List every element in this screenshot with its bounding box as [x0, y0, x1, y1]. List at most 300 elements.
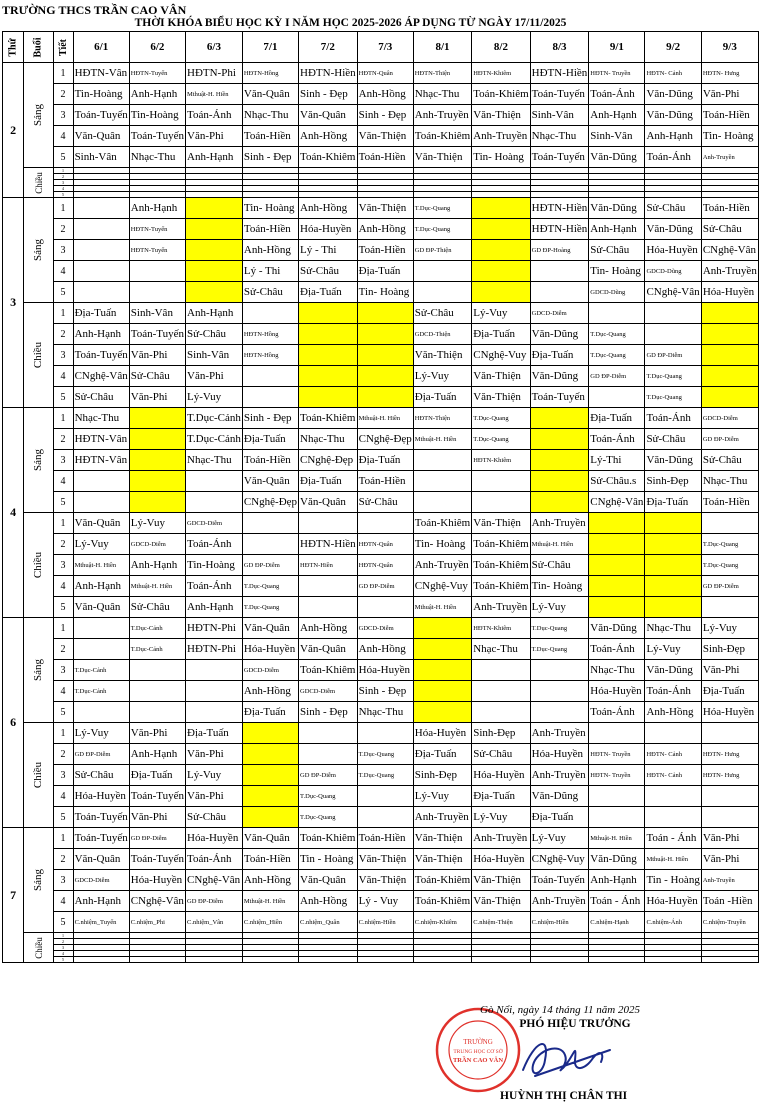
timetable-cell: Toán-Khiêm [413, 870, 471, 891]
timetable-cell: HĐTN-Hiền [530, 198, 589, 219]
timetable-cell: Toán-Tuyến [530, 84, 589, 105]
timetable-cell: CNghệ-Vân [701, 240, 758, 261]
timetable-cell [299, 324, 358, 345]
timetable-cell: Toán-Hiền [701, 198, 758, 219]
timetable-cell: C.nhiệm-Hạnh [589, 912, 645, 933]
period-number: 3 [53, 345, 73, 366]
timetable-cell: Tin- Hoàng [530, 576, 589, 597]
timetable-cell: CNghệ-Vân [129, 891, 185, 912]
timetable-cell [186, 681, 243, 702]
table-row [3, 147, 759, 168]
day-label: 4 [3, 408, 24, 618]
timetable-cell: GD ĐP-Diễm [73, 744, 129, 765]
timetable-cell: GDCD-Diễm [299, 681, 358, 702]
timetable-cell [73, 471, 129, 492]
timetable-cell [242, 723, 298, 744]
timetable-cell: Văn-Dũng [530, 324, 589, 345]
period-number: 5 [53, 192, 73, 198]
timetable-cell: HĐTN-Hiền [299, 534, 358, 555]
timetable-cell: HĐTN- Cảnh [645, 765, 701, 786]
timetable-cell: Sinh-Vân [73, 147, 129, 168]
table-row [3, 639, 759, 660]
timetable-cell [129, 282, 185, 303]
timetable-cell [242, 807, 298, 828]
timetable-cell: C.nhiệm-Khiêm [413, 912, 471, 933]
timetable-cell: Văn-Quân [299, 639, 358, 660]
timetable-cell: Anh-Truyền [472, 126, 530, 147]
timetable-cell: Sinh - Đẹp [299, 702, 358, 723]
timetable-cell: Mthuật-H. Hiền [645, 849, 701, 870]
timetable-cell: Văn-Quân [299, 105, 358, 126]
timetable-cell: T.Dục-Quang [472, 408, 530, 429]
class-header: 6/2 [129, 32, 185, 63]
timetable-cell: Anh-Hồng [299, 618, 358, 639]
timetable-cell: Văn-Thiện [472, 891, 530, 912]
timetable-cell: Văn-Dũng [645, 660, 701, 681]
timetable-cell: Anh-Hồng [357, 639, 413, 660]
day-label: 6 [3, 618, 24, 828]
timetable-cell [299, 387, 358, 408]
timetable-cell [589, 387, 645, 408]
timetable-cell: Tin- Hoàng [413, 534, 471, 555]
timetable-cell: Toán-Hiền [357, 147, 413, 168]
table-row [3, 702, 759, 723]
timetable-cell: Sử-Châu [701, 219, 758, 240]
timetable-cell [186, 219, 243, 240]
timetable-cell: Tin - Hoàng [645, 870, 701, 891]
timetable-cell [357, 723, 413, 744]
timetable-cell: GD ĐP-Diễm [242, 555, 298, 576]
period-number: 5 [53, 702, 73, 723]
timetable-cell: C.nhiệm_Phi [129, 912, 185, 933]
timetable-cell: Toán-Hiền [357, 828, 413, 849]
period-number: 1 [53, 408, 73, 429]
timetable-cell: Hóa-Huyền [242, 639, 298, 660]
timetable-cell: Toán-Hiền [357, 471, 413, 492]
timetable-cell [645, 807, 701, 828]
period-number: 1 [53, 303, 73, 324]
timetable-cell [242, 387, 298, 408]
timetable-cell: T.Dục-Quang [530, 618, 589, 639]
timetable-cell: Toán-Tuyến [73, 105, 129, 126]
timetable-cell: Toán-Tuyến [73, 807, 129, 828]
period-number: 3 [53, 870, 73, 891]
timetable-cell [645, 957, 701, 963]
timetable-cell [186, 261, 243, 282]
period-number: 5 [53, 597, 73, 618]
timetable-cell: HĐTN- Truyền [589, 765, 645, 786]
timetable-cell [530, 450, 589, 471]
period-number: 4 [53, 951, 73, 957]
timetable-cell: Hóa-Huyền [701, 702, 758, 723]
timetable-cell: Mthuật-H. Hiền [242, 891, 298, 912]
timetable-cell: Mthuật-H. Hiền [357, 408, 413, 429]
table-row [3, 105, 759, 126]
timetable-cell [186, 660, 243, 681]
timetable-cell: Nhạc-Thu [530, 126, 589, 147]
timetable-cell: T.Dục-Quang [701, 534, 758, 555]
timetable-cell: Lý - Thi [299, 240, 358, 261]
timetable-cell [530, 429, 589, 450]
timetable-cell: Văn-Thiện [413, 849, 471, 870]
timetable-cell: Toán-Ánh [589, 702, 645, 723]
timetable-cell: Văn-Dũng [530, 786, 589, 807]
timetable-cell: T.Dục-Quang [589, 324, 645, 345]
timetable-cell: Sinh - Đẹp [242, 408, 298, 429]
timetable-cell: Lý-Vuy [129, 513, 185, 534]
timetable-cell: Lý-Vuy [186, 765, 243, 786]
period-number: 3 [53, 450, 73, 471]
timetable-cell: HĐTN-Tuyến [129, 240, 185, 261]
table-row [3, 198, 759, 219]
timetable-cell: T.Dục-Quang [413, 198, 471, 219]
period-number: 4 [53, 366, 73, 387]
timetable-cell: HĐTN-Phi [186, 618, 243, 639]
timetable-cell: Địa-Tuấn [242, 702, 298, 723]
timetable-cell: Anh-Hồng [242, 240, 298, 261]
timetable-cell [413, 261, 471, 282]
timetable-cell: Anh-Hạnh [186, 597, 243, 618]
timetable-cell: Anh-Hạnh [589, 219, 645, 240]
period-number: 3 [53, 105, 73, 126]
timetable-cell: GDCD-Diễm [357, 618, 413, 639]
table-row [3, 492, 759, 513]
timetable-cell: HĐTN-Tuyến [129, 63, 185, 84]
timetable-cell: Toán-Ánh [589, 639, 645, 660]
timetable-cell [701, 597, 758, 618]
place-date: Gò Nổi, ngày 14 tháng 11 năm 2025 [480, 1004, 640, 1016]
period-number: 5 [53, 387, 73, 408]
timetable-cell: Lý - Thi [242, 261, 298, 282]
timetable-cell: Toán-Hiền [701, 492, 758, 513]
timetable-cell: HĐTN-Vân [73, 450, 129, 471]
timetable-cell: C.nhiệm_Tuyến [73, 912, 129, 933]
timetable-cell: Toán-Hiền [242, 126, 298, 147]
timetable-cell: Văn-Phi [701, 828, 758, 849]
period-number: 4 [53, 471, 73, 492]
timetable-cell: Văn-Phi [129, 345, 185, 366]
timetable-cell [129, 450, 185, 471]
timetable-cell [73, 492, 129, 513]
timetable-cell: Địa-Tuấn [186, 723, 243, 744]
period-number: 2 [53, 939, 73, 945]
timetable-cell [701, 723, 758, 744]
timetable-cell: Anh-Truyền [472, 597, 530, 618]
timetable-cell: Toán-Khiêm [472, 555, 530, 576]
session-label [24, 303, 53, 408]
timetable-cell: T.Dục-Quang [413, 219, 471, 240]
timetable-cell: Toán-Ánh [645, 147, 701, 168]
session-label-text: Sáng [32, 104, 45, 126]
timetable-cell: Nhạc-Thu [472, 639, 530, 660]
timetable-cell: Sinh-Đẹp [472, 723, 530, 744]
timetable-cell: Văn-Quân [73, 597, 129, 618]
timetable-cell [589, 576, 645, 597]
timetable-cell: Nhạc-Thu [129, 147, 185, 168]
header-session-label: Buổi [32, 37, 44, 58]
timetable-cell: HĐTN-Phi [186, 639, 243, 660]
session-label [24, 408, 53, 513]
timetable-cell: Sử-Châu [357, 492, 413, 513]
timetable-cell: T.Dục-Quang [242, 597, 298, 618]
timetable-cell [530, 261, 589, 282]
timetable-cell: C.nhiệm-Thiện [472, 912, 530, 933]
timetable-cell: Sử-Châu [129, 366, 185, 387]
timetable-cell: Toán-Khiêm [472, 84, 530, 105]
timetable-cell: Lý-Vuy [645, 639, 701, 660]
timetable-cell: Văn-Phi [701, 84, 758, 105]
timetable-cell: Nhạc-Thu [73, 408, 129, 429]
timetable-cell [530, 660, 589, 681]
timetable-cell: Văn-Dũng [645, 84, 701, 105]
timetable-cell [413, 618, 471, 639]
period-number: 5 [53, 492, 73, 513]
period-number: 2 [53, 219, 73, 240]
timetable-cell: HĐTN-Hiền [530, 63, 589, 84]
timetable-cell: Toán-Ánh [186, 576, 243, 597]
timetable-cell: Văn-Dũng [645, 105, 701, 126]
timetable-cell [242, 786, 298, 807]
timetable-cell [129, 471, 185, 492]
timetable-cell: GD ĐP-Thiện [413, 240, 471, 261]
timetable-cell: HĐTN-Hồng [242, 345, 298, 366]
timetable-cell: Anh-Hồng [242, 681, 298, 702]
timetable-cell: Tin-Hoàng [73, 84, 129, 105]
table-row [3, 786, 759, 807]
day-label: 2 [3, 63, 24, 198]
timetable-cell [589, 723, 645, 744]
timetable-cell [413, 639, 471, 660]
timetable-cell: Văn-Dũng [589, 618, 645, 639]
timetable-cell: Toán-Khiêm [299, 147, 358, 168]
timetable-cell [299, 576, 358, 597]
timetable-cell [242, 303, 298, 324]
timetable-cell [589, 786, 645, 807]
timetable-cell: Toán-Hiền [242, 219, 298, 240]
table-row [3, 723, 759, 744]
session-label-text: Sáng [32, 239, 45, 261]
timetable-cell: Toán-Tuyến [73, 345, 129, 366]
timetable-cell [701, 513, 758, 534]
period-number: 3 [53, 555, 73, 576]
timetable-cell: HĐTN-Hồng [242, 63, 298, 84]
timetable-cell: Toán-Ánh [186, 849, 243, 870]
timetable-cell: Văn-Quân [73, 126, 129, 147]
timetable-cell [299, 597, 358, 618]
timetable-cell: CNghệ-Vuy [472, 345, 530, 366]
timetable-cell [645, 597, 701, 618]
page-title: THỜI KHÓA BIỂU HỌC KỲ I NĂM HỌC 2025-2026 ÁP DỤNG TỪ NGÀY 17/11/2025 [134, 17, 567, 29]
timetable-cell: Lý-Vuy [472, 807, 530, 828]
timetable-cell: Toán-Tuyến [129, 786, 185, 807]
timetable-cell: Sử-Châu [645, 198, 701, 219]
table-row [3, 450, 759, 471]
session-label-text: Chiều [32, 551, 45, 579]
period-number: 2 [53, 84, 73, 105]
timetable-cell: Địa-Tuấn [357, 450, 413, 471]
period-number: 4 [53, 261, 73, 282]
timetable-cell: Địa-Tuấn [530, 807, 589, 828]
period-number: 1 [53, 63, 73, 84]
timetable-cell: Sinh-Vân [530, 105, 589, 126]
timetable-cell: Sử-Châu [530, 555, 589, 576]
timetable-cell: GD ĐP-Diễm [589, 366, 645, 387]
timetable-cell [472, 702, 530, 723]
timetable-cell: Anh-Truyền [413, 807, 471, 828]
timetable-cell: GDCD-Diễm [73, 870, 129, 891]
timetable-cell: Anh-Hồng [242, 870, 298, 891]
timetable-cell: Hóa-Huyền [645, 240, 701, 261]
timetable-cell [357, 324, 413, 345]
school-name: TRƯỜNG THCS TRẦN CAO VÂN [2, 3, 187, 17]
timetable-cell [413, 492, 471, 513]
timetable-cell: T.Dục-Cảnh [73, 660, 129, 681]
table-row [3, 345, 759, 366]
timetable-cell: T.Dục-Quang [589, 345, 645, 366]
timetable-cell: Toán-Ánh [645, 681, 701, 702]
timetable-cell [645, 555, 701, 576]
timetable-cell: Anh-Hạnh [129, 198, 185, 219]
timetable-cell [357, 366, 413, 387]
timetable-cell [645, 303, 701, 324]
timetable-cell [186, 957, 243, 963]
timetable-cell: Văn-Thiện [357, 849, 413, 870]
period-number: 4 [53, 126, 73, 147]
timetable-cell: Sử-Châu [242, 282, 298, 303]
timetable-cell: Nhạc-Thu [186, 450, 243, 471]
timetable-cell: Anh-Hạnh [73, 324, 129, 345]
timetable-cell: HĐTN-Khiêm [472, 450, 530, 471]
timetable-cell [129, 681, 185, 702]
timetable-cell: Toán-Khiêm [413, 513, 471, 534]
timetable-cell: Văn-Phi [701, 849, 758, 870]
table-row [3, 870, 759, 891]
timetable-cell: Mthuật-H. Hiền [129, 576, 185, 597]
timetable-cell: Hóa-Huyền [357, 660, 413, 681]
timetable-cell [530, 492, 589, 513]
timetable-cell [129, 408, 185, 429]
timetable-cell: T.Dục-Quang [645, 387, 701, 408]
timetable-cell [701, 345, 758, 366]
timetable-cell: Nhạc-Thu [645, 618, 701, 639]
timetable-cell [299, 957, 358, 963]
timetable-cell [645, 324, 701, 345]
timetable-cell: CNghệ-Đẹp [357, 429, 413, 450]
timetable-cell: T.Dục-Quang [645, 366, 701, 387]
timetable-cell: Địa-Tuấn [299, 282, 358, 303]
period-number: 1 [53, 513, 73, 534]
timetable-cell: Lý-Vuy [413, 786, 471, 807]
timetable-cell [472, 471, 530, 492]
timetable-cell: GD ĐP-Diễm [186, 891, 243, 912]
timetable-cell: Văn-Thiện [472, 387, 530, 408]
table-row [3, 555, 759, 576]
timetable-cell: Toán-Tuyến [530, 870, 589, 891]
timetable-cell: Hóa-Huyền [73, 786, 129, 807]
timetable-body [3, 63, 759, 963]
timetable-cell [589, 303, 645, 324]
timetable-cell: GD ĐP-Diễm [701, 429, 758, 450]
timetable-cell: Hóa-Huyền [472, 849, 530, 870]
timetable-cell [129, 702, 185, 723]
timetable-cell [186, 282, 243, 303]
timetable-cell: Toán-Khiêm [472, 576, 530, 597]
table-row [3, 84, 759, 105]
period-number: 3 [53, 765, 73, 786]
timetable-cell: Tin-Hoàng [129, 105, 185, 126]
timetable-cell: Sinh-Vân [186, 345, 243, 366]
timetable-cell [472, 492, 530, 513]
timetable-cell: T.Dục-Quang [472, 429, 530, 450]
timetable-cell: Văn-Thiện [472, 870, 530, 891]
timetable-cell: Mthuật-H. Hiền [413, 429, 471, 450]
timetable-cell [589, 555, 645, 576]
period-number: 2 [53, 849, 73, 870]
timetable-cell: Toán-Khiêm [299, 408, 358, 429]
class-header: 9/2 [645, 32, 701, 63]
timetable-cell: Lý-Vuy [413, 366, 471, 387]
timetable-cell: Sử-Châu [701, 450, 758, 471]
timetable-cell [472, 198, 530, 219]
period-number: 3 [53, 240, 73, 261]
timetable-cell: Sử-Châu [186, 324, 243, 345]
timetable-cell [186, 492, 243, 513]
timetable-cell: GD ĐP-Hoàng [530, 240, 589, 261]
timetable-cell: Toán-Tuyến [129, 324, 185, 345]
table-row [3, 597, 759, 618]
signer-name: HUỲNH THỊ CHÂN THI [500, 1090, 628, 1102]
class-header: 7/2 [299, 32, 358, 63]
timetable-cell: HĐTN-Vân [73, 429, 129, 450]
timetable-cell: Anh-Hạnh [73, 576, 129, 597]
timetable-cell [530, 702, 589, 723]
session-label-text: Chiều [32, 761, 45, 789]
table-row [3, 513, 759, 534]
timetable-cell: Địa-Tuấn [530, 345, 589, 366]
table-row [3, 324, 759, 345]
timetable-cell: Toán-Khiêm [299, 828, 358, 849]
day-label: 3 [3, 198, 24, 408]
table-row [3, 261, 759, 282]
period-number: 1 [53, 618, 73, 639]
header-session [24, 32, 53, 63]
timetable-cell: Địa-Tuấn [701, 681, 758, 702]
timetable-cell: Sử-Châu [299, 261, 358, 282]
session-label [24, 513, 53, 618]
timetable-cell: Toán-Tuyến [129, 126, 185, 147]
class-header: 9/1 [589, 32, 645, 63]
timetable-cell: T.Dục-Quang [299, 807, 358, 828]
table-row [3, 471, 759, 492]
timetable-cell [530, 282, 589, 303]
timetable-cell: Sử-Châu [73, 387, 129, 408]
timetable-cell [357, 345, 413, 366]
table-row [3, 408, 759, 429]
table-row [3, 63, 759, 84]
timetable-cell: Toán-Hiền [357, 240, 413, 261]
timetable-cell: HĐTN-Thiện [413, 408, 471, 429]
timetable-cell: Anh-Hạnh [73, 891, 129, 912]
timetable-cell [530, 681, 589, 702]
timetable-cell: Văn-Phi [701, 660, 758, 681]
timetable-cell: Địa-Tuấn [357, 261, 413, 282]
timetable-cell [413, 681, 471, 702]
timetable-cell [186, 240, 243, 261]
timetable-cell: Anh-Truyền [530, 513, 589, 534]
timetable-cell: Toán-Khiêm [413, 126, 471, 147]
timetable-cell [472, 219, 530, 240]
timetable-cell: Anh-Hạnh [589, 105, 645, 126]
